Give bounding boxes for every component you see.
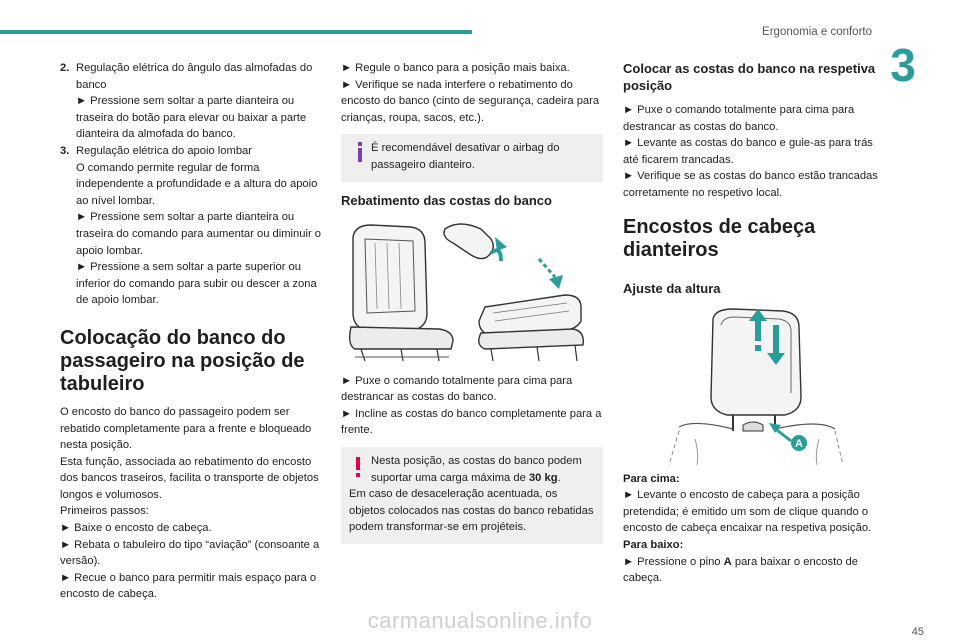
section-heading: Colocação do banco do passageiro na posição de tabuleiro <box>60 326 305 395</box>
step-part: ► Pressione o pino <box>623 555 724 568</box>
list-item-2 <box>60 60 322 143</box>
step: ► Baixe o encosto de cabeça. <box>60 522 212 535</box>
chapter-title: Ergonomia e conforto <box>762 26 872 38</box>
item-text: ► Pressione sem soltar a parte dianteira ou traseira do comando para aumentar ou diminuir o apoio lombar. <box>76 211 322 257</box>
step: ► Regule o banco para a posição mais baixa. <box>341 62 570 74</box>
paragraph: Primeiros passos: <box>60 505 149 518</box>
warning-text-bold: 30 kg <box>528 471 558 484</box>
seat-folding-illustration <box>341 217 603 367</box>
paragraph: Esta função, associada ao rebatimento do encosto dos bancos traseiros, facilita o transporte de objetos longos e volumosos. <box>60 455 319 501</box>
subsection-label: Para cima: <box>623 472 680 485</box>
warning-text-part: Nesta posição, as costas do banco podem suportar uma carga máxima de <box>371 454 582 484</box>
column-2 <box>341 60 603 552</box>
headrest-illustration <box>623 305 885 465</box>
info-note <box>341 134 603 181</box>
step: ► Recue o banco para permitir mais espaço para o encosto de cabeça. <box>60 571 317 601</box>
section-heading: Rebatimento das costas do banco <box>341 192 552 208</box>
step <box>623 554 885 587</box>
step-part: para baixar o encosto de cabeça. <box>623 555 858 585</box>
item-number: 2. <box>60 62 70 74</box>
figure-label-a: A <box>795 437 803 450</box>
info-icon <box>349 140 371 173</box>
column-3 <box>623 60 885 587</box>
section-heading: Colocar as costas do banco na respetiva posição <box>623 61 876 93</box>
step-bold: A <box>723 555 732 568</box>
item-number: 3. <box>60 144 70 157</box>
paragraph: O encosto do banco do passageiro podem ser rebatido completamente para a frente e bloqueado nesta posição. <box>60 405 312 452</box>
item-text: O comando permite regular de forma independente a profundidade e a altura do apoio ao nível lombar. <box>76 161 318 207</box>
step: ► Levante o encosto de cabeça para a posição pretendida; é emitido um som de clique quando o encosto de cabeça encaixar na respetiva posição. <box>623 489 872 535</box>
step: ► Verifique se as costas do banco estão trancadas corretamente no respetivo local. <box>623 170 878 199</box>
item-text: ► Pressione a sem soltar a parte superior ou inferior do comando para subir ou descer a zona de apoio lombar. <box>76 261 317 307</box>
item-title: Regulação elétrica do ângulo das almofadas do banco <box>76 62 313 91</box>
note-text: É recomendável desativar o airbag do passageiro dianteiro. <box>371 142 560 171</box>
list-item-3 <box>60 143 322 309</box>
item-text: ► Pressione sem soltar a parte dianteira ou traseira do botão para elevar ou baixar a parte dianteira da almofada do banco. <box>76 95 307 141</box>
watermark: carmanualsonline.info <box>367 608 593 633</box>
warning-text-part: . <box>557 471 561 484</box>
warning-text-1 <box>349 453 595 486</box>
step: ► Puxe o comando totalmente para cima para destrancar as costas do banco. <box>623 104 855 133</box>
warning-text-2: Em caso de desaceleração acentuada, os objetos colocados nas costas do banco rebatidas podem transformar-se em projéteis. <box>349 488 594 534</box>
page-number: 45 <box>911 626 924 638</box>
item-title: Regulação elétrica do apoio lombar <box>76 144 253 157</box>
header-accent-bar <box>0 30 472 34</box>
chapter-number-badge <box>878 0 928 110</box>
sub-heading: Ajuste da altura <box>623 280 721 296</box>
section-heading: Encostos de cabeça dianteiros <box>623 215 816 261</box>
column-1 <box>60 60 322 603</box>
step: ► Incline as costas do banco completamente para a frente. <box>341 407 602 437</box>
warning-icon <box>347 455 369 477</box>
step: ► Levante as costas do banco e guie-as para trás até ficarem trancadas. <box>623 137 873 166</box>
warning-note <box>341 447 603 544</box>
step: ► Rebata o tabuleiro do tipo “aviação” (consoante a versão). <box>60 538 320 568</box>
subsection-label: Para baixo: <box>623 538 684 551</box>
chapter-number: 3 <box>890 39 916 91</box>
step: ► Puxe o comando totalmente para cima para destrancar as costas do banco. <box>341 374 573 404</box>
step: ► Verifique se nada interfere o rebatimento do encosto do banco (cinto de segurança, cadeira para crianças, roupa, sacos, etc.). <box>341 78 600 124</box>
